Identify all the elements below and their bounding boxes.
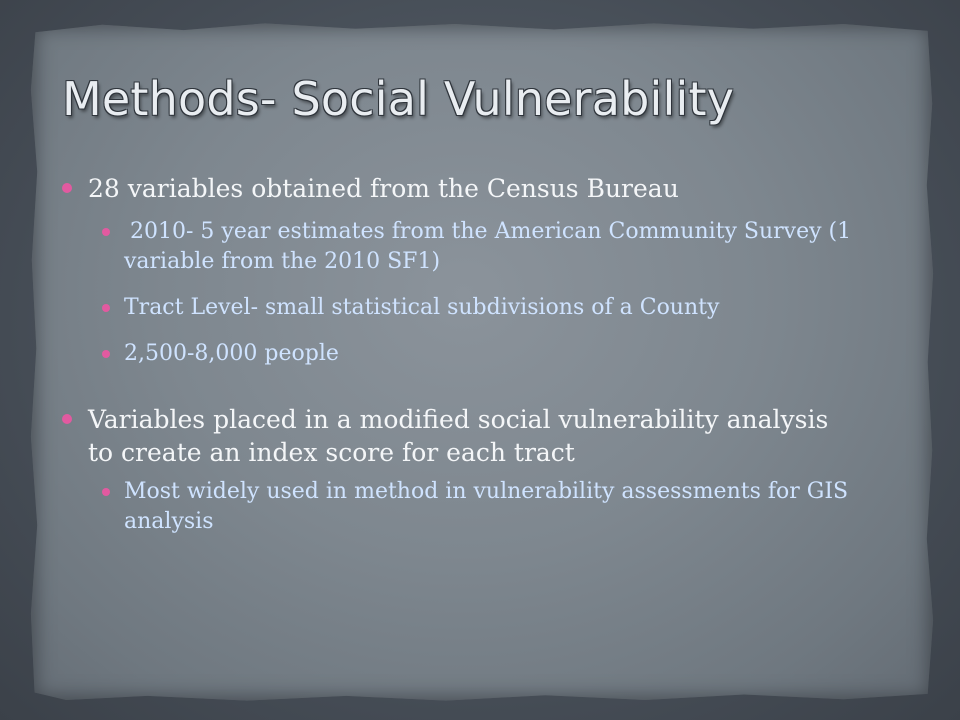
bullet-text: 28 variables obtained from the Census Bureau: [88, 174, 679, 203]
sub-bullet-item: [60, 339, 860, 369]
sub-bullet-text: 2,500-8,000 people: [124, 341, 339, 366]
sub-bullet-dot-icon: [102, 488, 110, 496]
sub-bullet-item: [60, 217, 860, 277]
sub-bullet-dot-icon: [102, 304, 110, 312]
sub-bullet-text: Tract Level- small statistical subdivisions of a County: [124, 295, 720, 320]
sub-bullet-text: 2010- 5 year estimates from the American Community Survey (1 variable from the 2010 SF1): [124, 219, 852, 274]
slide-title: Methods- Social Vulnerability: [62, 72, 735, 126]
bullet-dot-icon: [62, 414, 72, 424]
slide-body: [60, 172, 860, 537]
bullet-dot-icon: [62, 183, 72, 193]
sub-bullet-text: Most widely used in method in vulnerability assessments for GIS analysis: [124, 479, 849, 534]
sub-bullet-dot-icon: [102, 350, 110, 358]
bullet-item: [60, 172, 860, 205]
sub-bullet-item: [60, 293, 860, 323]
bullet-item: [60, 403, 860, 469]
bullet-text: Variables placed in a modified social vulnerability analysis to create an index score for each tract: [88, 405, 829, 467]
sub-bullet-item: [60, 477, 860, 537]
sub-bullet-dot-icon: [102, 228, 110, 236]
